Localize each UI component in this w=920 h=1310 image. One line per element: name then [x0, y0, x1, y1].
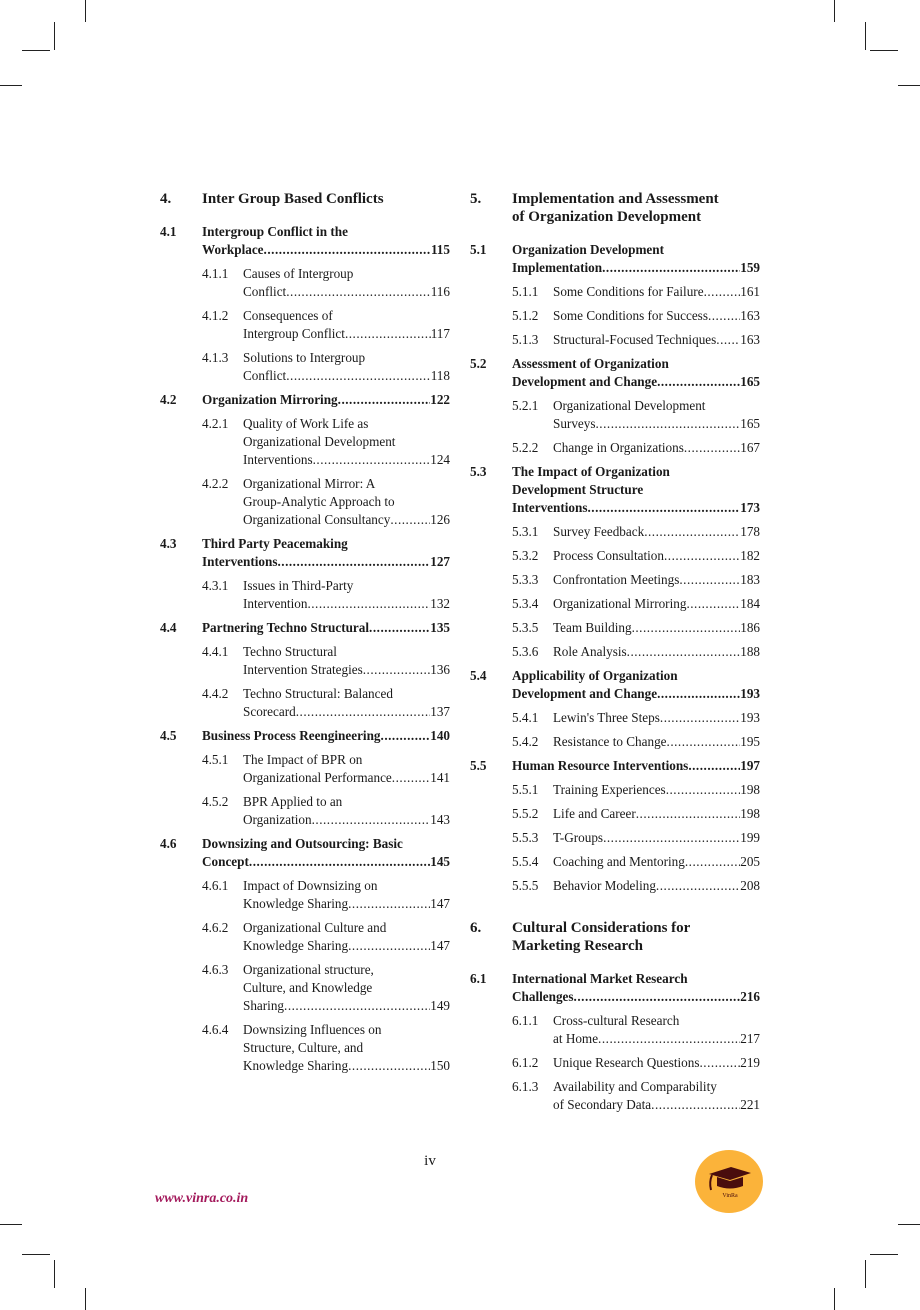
page-ref: 149: [430, 998, 450, 1013]
section-title: Confrontation Meetings: [553, 572, 680, 587]
section-title: Consequences of: [243, 308, 333, 323]
page-ref: 147: [430, 938, 450, 953]
section-title: Assessment of Organization: [512, 356, 669, 371]
section-number: 4.1.1: [202, 266, 229, 281]
toc-subsection[interactable]: [470, 853, 760, 871]
section-number: 4.6.2: [202, 920, 229, 935]
page-ref: 127: [430, 554, 450, 569]
toc-column-right: [470, 190, 760, 1114]
section-title: Organization Development: [512, 242, 665, 257]
section-title: Some Conditions for Failure: [553, 284, 704, 299]
toc-subsection[interactable]: [160, 793, 450, 829]
section-title: Intergroup Conflict in the: [202, 224, 348, 239]
section-title: Conflict: [243, 284, 287, 299]
toc-subsection[interactable]: [470, 733, 760, 751]
dot-leader: [679, 571, 740, 589]
section-title: BPR Applied to an: [243, 794, 343, 809]
dot-leader: [688, 757, 740, 775]
section-title: Organizational Development: [243, 434, 396, 449]
page-ref: 135: [430, 620, 450, 635]
dot-leader: [313, 451, 431, 469]
dot-leader: [369, 619, 430, 637]
section-title: Knowledge Sharing: [243, 938, 349, 953]
page-ref: 132: [430, 596, 450, 611]
toc-section[interactable]: [160, 835, 450, 871]
page-ref: 198: [740, 806, 760, 821]
page-ref: 217: [740, 1031, 760, 1046]
dot-leader: [574, 988, 741, 1006]
section-title: T-Groups: [553, 830, 604, 845]
section-title: Organization Mirroring: [202, 392, 338, 407]
toc-section[interactable]: [470, 241, 760, 277]
section-title: Knowledge Sharing: [243, 1058, 349, 1073]
toc-subsection[interactable]: [470, 781, 760, 799]
section-title: Team Building: [553, 620, 632, 635]
section-number: 4.6: [160, 836, 177, 851]
section-number: 5.5.3: [512, 830, 539, 845]
logo-text: VinRa: [722, 1193, 738, 1199]
page-ref: 163: [740, 332, 760, 347]
page-ref: 216: [740, 989, 760, 1004]
page-ref: 140: [430, 728, 450, 743]
section-title: Conflict: [243, 368, 287, 383]
dot-leader: [651, 1096, 740, 1114]
section-title: Challenges: [512, 989, 574, 1004]
section-title: Unique Research Questions: [553, 1055, 700, 1070]
dot-leader: [587, 499, 740, 517]
toc-section[interactable]: [160, 619, 450, 637]
dot-leader: [602, 259, 740, 277]
section-title: Intergroup Conflict: [243, 326, 345, 341]
section-title: International Market Research: [512, 971, 688, 986]
section-title: The Impact of Organization: [512, 464, 670, 479]
page-ref: 136: [430, 662, 450, 677]
section-number: 4.5: [160, 728, 177, 743]
toc-subsection[interactable]: [470, 619, 760, 637]
section-number: 4.3: [160, 536, 177, 551]
dot-leader: [664, 547, 740, 565]
dot-leader: [684, 439, 740, 457]
section-number: 5.5: [470, 758, 487, 773]
section-title: Intervention: [243, 596, 308, 611]
crop-mark: [85, 1288, 86, 1310]
toc-section[interactable]: [470, 970, 760, 1006]
crop-mark: [870, 50, 898, 51]
crop-mark: [865, 1260, 866, 1288]
section-number: 4.6.1: [202, 878, 229, 893]
toc-subsection[interactable]: [160, 751, 450, 787]
page-ref: 122: [430, 392, 450, 407]
dot-leader: [363, 661, 430, 679]
dot-leader: [390, 511, 430, 529]
page-ref: 163: [740, 308, 760, 323]
section-title: Implementation: [512, 260, 603, 275]
dot-leader: [381, 727, 431, 745]
toc-section[interactable]: [160, 223, 450, 259]
section-title: Downsizing Influences on: [243, 1022, 382, 1037]
section-number: 5.5.5: [512, 878, 539, 893]
crop-mark: [898, 85, 920, 86]
section-title: of Secondary Data: [553, 1097, 652, 1112]
toc-subsection[interactable]: [470, 1012, 760, 1048]
dot-leader: [603, 829, 740, 847]
section-number: 4.4: [160, 620, 177, 635]
page-ref: 197: [740, 758, 760, 773]
page-ref: 165: [740, 374, 760, 389]
toc-subsection[interactable]: [160, 265, 450, 301]
toc-subsection[interactable]: [470, 439, 760, 457]
toc-subsection[interactable]: [470, 571, 760, 589]
section-title: Development Structure: [512, 482, 644, 497]
section-title: Knowledge Sharing: [243, 896, 349, 911]
section-number: 4.2.2: [202, 476, 229, 491]
toc-subsection[interactable]: [160, 415, 450, 469]
toc-subsection[interactable]: [160, 643, 450, 679]
section-number: 5.3.3: [512, 572, 539, 587]
dot-leader: [627, 643, 741, 661]
dot-leader: [392, 769, 430, 787]
toc-subsection[interactable]: [160, 307, 450, 343]
dot-leader: [632, 619, 741, 637]
toc-subsection[interactable]: [470, 397, 760, 433]
section-number: 4.1.2: [202, 308, 229, 323]
page-ref: 195: [740, 734, 760, 749]
toc-subsection[interactable]: [160, 919, 450, 955]
section-title: Partnering Techno Structural: [202, 620, 370, 635]
dot-leader: [277, 553, 430, 571]
section-number: 5.3.1: [512, 524, 539, 539]
section-title: Causes of Intergroup: [243, 266, 354, 281]
page-ref: 193: [740, 710, 760, 725]
toc-subsection[interactable]: [160, 877, 450, 913]
section-number: 4.4.1: [202, 644, 229, 659]
section-title: Concept: [202, 854, 249, 869]
toc-column-left: [160, 190, 450, 1075]
toc-section[interactable]: [160, 391, 450, 409]
section-title: at Home: [553, 1031, 599, 1046]
dot-leader: [596, 415, 741, 433]
section-title: Organizational Mirror: A: [243, 476, 376, 491]
section-title: Intervention Strategies: [243, 662, 363, 677]
section-number: 5.4.2: [512, 734, 539, 749]
crop-mark: [865, 22, 866, 50]
section-title: Cross-cultural Research: [553, 1013, 680, 1028]
dot-leader: [348, 1057, 430, 1075]
section-title: Lewin's Three Steps: [553, 710, 660, 725]
toc-subsection[interactable]: [470, 877, 760, 895]
crop-mark: [54, 22, 55, 50]
dot-leader: [249, 853, 430, 871]
dot-leader: [700, 1054, 741, 1072]
crop-mark: [54, 1260, 55, 1288]
toc-subsection[interactable]: [470, 1054, 760, 1072]
dot-leader: [704, 283, 741, 301]
section-title: Some Conditions for Success: [553, 308, 708, 323]
section-title: Quality of Work Life as: [243, 416, 369, 431]
section-title: Scorecard: [243, 704, 296, 719]
section-title: Impact of Downsizing on: [243, 878, 378, 893]
section-number: 5.4: [470, 668, 487, 683]
toc-subsection[interactable]: [160, 1021, 450, 1075]
chapter-title: Implementation and Assessment: [512, 191, 719, 207]
section-title: Sharing: [243, 998, 285, 1013]
toc-section[interactable]: [470, 757, 760, 775]
section-number: 5.3: [470, 464, 487, 479]
section-number: 4.3.1: [202, 578, 229, 593]
section-number: 5.1.2: [512, 308, 539, 323]
dot-leader: [338, 391, 431, 409]
page-ref: 178: [740, 524, 760, 539]
page-ref: 150: [430, 1058, 450, 1073]
page-ref: 167: [740, 440, 760, 455]
page-ref: 161: [740, 284, 760, 299]
toc-subsection[interactable]: [470, 331, 760, 349]
page-ref: 186: [740, 620, 760, 635]
crop-mark: [0, 1224, 22, 1225]
section-title: Structural-Focused Techniques: [553, 332, 717, 347]
crop-mark: [898, 1224, 920, 1225]
section-title: Human Resource Interventions: [512, 758, 689, 773]
toc-section[interactable]: [160, 535, 450, 571]
toc-subsection[interactable]: [470, 523, 760, 541]
page-ref: 205: [740, 854, 760, 869]
section-title: Survey Feedback: [553, 524, 645, 539]
dot-leader: [657, 373, 740, 391]
page-ref: 198: [740, 782, 760, 797]
section-number: 5.3.6: [512, 644, 539, 659]
page-ref: 159: [740, 260, 760, 275]
section-number: 5.4.1: [512, 710, 539, 725]
dot-leader: [636, 805, 740, 823]
section-number: 4.2.1: [202, 416, 229, 431]
section-number: 5.5.4: [512, 854, 539, 869]
page-ref: 188: [740, 644, 760, 659]
section-number: 4.1: [160, 224, 177, 239]
section-title: Change in Organizations: [553, 440, 684, 455]
toc-subsection[interactable]: [470, 283, 760, 301]
toc-subsection[interactable]: [470, 547, 760, 565]
section-number: 5.5.2: [512, 806, 539, 821]
dot-leader: [286, 283, 430, 301]
section-number: 4.5.2: [202, 794, 229, 809]
crop-mark: [22, 1254, 50, 1255]
dot-leader: [348, 895, 430, 913]
page-ref: 182: [740, 548, 760, 563]
toc-subsection[interactable]: [160, 961, 450, 1015]
toc-subsection[interactable]: [470, 805, 760, 823]
section-title: Organizational Culture and: [243, 920, 387, 935]
section-number: 5.5.1: [512, 782, 539, 797]
section-number: 5.3.2: [512, 548, 539, 563]
chapter-heading[interactable]: [470, 919, 760, 955]
section-title: Downsizing and Outsourcing: Basic: [202, 836, 403, 851]
page-ref: 183: [740, 572, 760, 587]
dot-leader: [312, 811, 431, 829]
section-title: Availability and Comparability: [553, 1079, 717, 1094]
toc-subsection[interactable]: [470, 1078, 760, 1114]
page-ref: 117: [430, 326, 450, 341]
toc-subsection[interactable]: [160, 349, 450, 385]
page-ref: 124: [430, 452, 450, 467]
crop-mark: [85, 0, 86, 22]
toc-subsection[interactable]: [160, 475, 450, 529]
section-number: 4.5.1: [202, 752, 229, 767]
toc-subsection[interactable]: [470, 307, 760, 325]
toc-section[interactable]: [470, 355, 760, 391]
section-number: 6.1: [470, 971, 487, 986]
chapter-heading[interactable]: [160, 190, 450, 208]
toc-subsection[interactable]: [470, 643, 760, 661]
section-number: 4.6.4: [202, 1022, 229, 1037]
section-number: 5.3.4: [512, 596, 539, 611]
section-title: The Impact of BPR on: [243, 752, 363, 767]
section-title: Workplace: [202, 242, 264, 257]
chapter-title: of Organization Development: [512, 209, 702, 225]
section-number: 5.2.2: [512, 440, 539, 455]
toc-subsection[interactable]: [470, 709, 760, 727]
page-ref: 143: [430, 812, 450, 827]
section-title: Interventions: [512, 500, 588, 515]
section-title: Training Experiences: [553, 782, 666, 797]
page-ref: 141: [430, 770, 450, 785]
toc-subsection[interactable]: [470, 829, 760, 847]
page-ref: 173: [740, 500, 760, 515]
website-link[interactable]: www.vinra.co.in: [155, 1191, 249, 1206]
section-title: Organization: [243, 812, 312, 827]
section-title: Solutions to Intergroup: [243, 350, 366, 365]
section-title: Coaching and Mentoring: [553, 854, 685, 869]
crop-mark: [834, 0, 835, 22]
section-title: Life and Career: [553, 806, 636, 821]
toc-section[interactable]: [470, 667, 760, 703]
graduation-cap-icon: [695, 1150, 763, 1213]
dot-leader: [708, 307, 740, 325]
page-number: iv: [424, 1153, 436, 1169]
chapter-title: Cultural Considerations for: [512, 920, 691, 936]
dot-leader: [644, 523, 740, 541]
section-title: Organizational Development: [553, 398, 706, 413]
chapter-title: Marketing Research: [512, 938, 643, 954]
dot-leader: [686, 595, 740, 613]
chapter-title: Inter Group Based Conflicts: [202, 191, 384, 207]
section-title: Group-Analytic Approach to: [243, 494, 395, 509]
section-number: 4.1.3: [202, 350, 229, 365]
page-ref: 221: [740, 1097, 760, 1112]
toc-subsection[interactable]: [470, 595, 760, 613]
section-title: Business Process Reengineering: [202, 728, 381, 743]
section-number: 4.2: [160, 392, 177, 407]
section-title: Techno Structural: [243, 644, 337, 659]
dot-leader: [656, 877, 740, 895]
section-title: Culture, and Knowledge: [243, 980, 373, 995]
section-title: Interventions: [243, 452, 313, 467]
crop-mark: [22, 50, 50, 51]
section-number: 5.2.1: [512, 398, 539, 413]
dot-leader: [667, 733, 741, 751]
page-ref: 193: [740, 686, 760, 701]
dot-leader: [264, 241, 431, 259]
section-number: 5.1.3: [512, 332, 539, 347]
toc-subsection[interactable]: [160, 577, 450, 613]
dot-leader: [286, 367, 430, 385]
page-ref: 199: [740, 830, 760, 845]
section-title: Development and Change: [512, 686, 658, 701]
section-number: 5.1.1: [512, 284, 539, 299]
section-title: Issues in Third-Party: [243, 578, 354, 593]
page-ref: 145: [430, 854, 450, 869]
dot-leader: [716, 331, 740, 349]
page-ref: 184: [740, 596, 760, 611]
section-title: Resistance to Change: [553, 734, 667, 749]
page-ref: 165: [740, 416, 760, 431]
section-title: Behavior Modeling: [553, 878, 656, 893]
section-title: Development and Change: [512, 374, 658, 389]
section-number: 6.1.1: [512, 1013, 539, 1028]
chapter-heading[interactable]: [470, 190, 760, 226]
section-number: 6.1.2: [512, 1055, 539, 1070]
section-number: 4.6.3: [202, 962, 229, 977]
page-ref: 118: [430, 368, 450, 383]
page-ref: 126: [430, 512, 450, 527]
section-number: 5.2: [470, 356, 487, 371]
dot-leader: [685, 853, 740, 871]
dot-leader: [666, 781, 741, 799]
section-title: Role Analysis: [553, 644, 627, 659]
dot-leader: [598, 1030, 740, 1048]
chapter-number: 4.: [160, 191, 172, 207]
logo: [695, 1150, 763, 1213]
page-ref: 115: [430, 242, 450, 257]
chapter-number: 6.: [470, 920, 482, 936]
dot-leader: [348, 937, 430, 955]
crop-mark: [870, 1254, 898, 1255]
dot-leader: [345, 325, 431, 343]
chapter-number: 5.: [470, 191, 482, 207]
page-ref: 147: [430, 896, 450, 911]
dot-leader: [296, 703, 431, 721]
section-title: Techno Structural: Balanced: [243, 686, 393, 701]
section-number: 4.4.2: [202, 686, 229, 701]
dot-leader: [284, 997, 430, 1015]
page-ref: 116: [430, 284, 450, 299]
section-title: Process Consultation: [553, 548, 664, 563]
crop-mark: [0, 85, 22, 86]
toc-subsection[interactable]: [160, 685, 450, 721]
toc-section[interactable]: [470, 463, 760, 517]
page-ref: 208: [740, 878, 760, 893]
section-title: Interventions: [202, 554, 278, 569]
section-title: Organizational Performance: [243, 770, 392, 785]
section-number: 5.3.5: [512, 620, 539, 635]
section-title: Third Party Peacemaking: [202, 536, 348, 551]
page-ref: 137: [430, 704, 450, 719]
dot-leader: [660, 709, 740, 727]
dot-leader: [307, 595, 430, 613]
section-number: 5.1: [470, 242, 487, 257]
section-number: 6.1.3: [512, 1079, 539, 1094]
section-title: Structure, Culture, and: [243, 1040, 364, 1055]
section-title: Organizational Consultancy: [243, 512, 391, 527]
section-title: Organizational structure,: [243, 962, 374, 977]
page-ref: 219: [740, 1055, 760, 1070]
section-title: Surveys: [553, 416, 596, 431]
section-title: Organizational Mirroring: [553, 596, 687, 611]
section-title: Applicability of Organization: [512, 668, 678, 683]
dot-leader: [657, 685, 740, 703]
toc-section[interactable]: [160, 727, 450, 745]
crop-mark: [834, 1288, 835, 1310]
